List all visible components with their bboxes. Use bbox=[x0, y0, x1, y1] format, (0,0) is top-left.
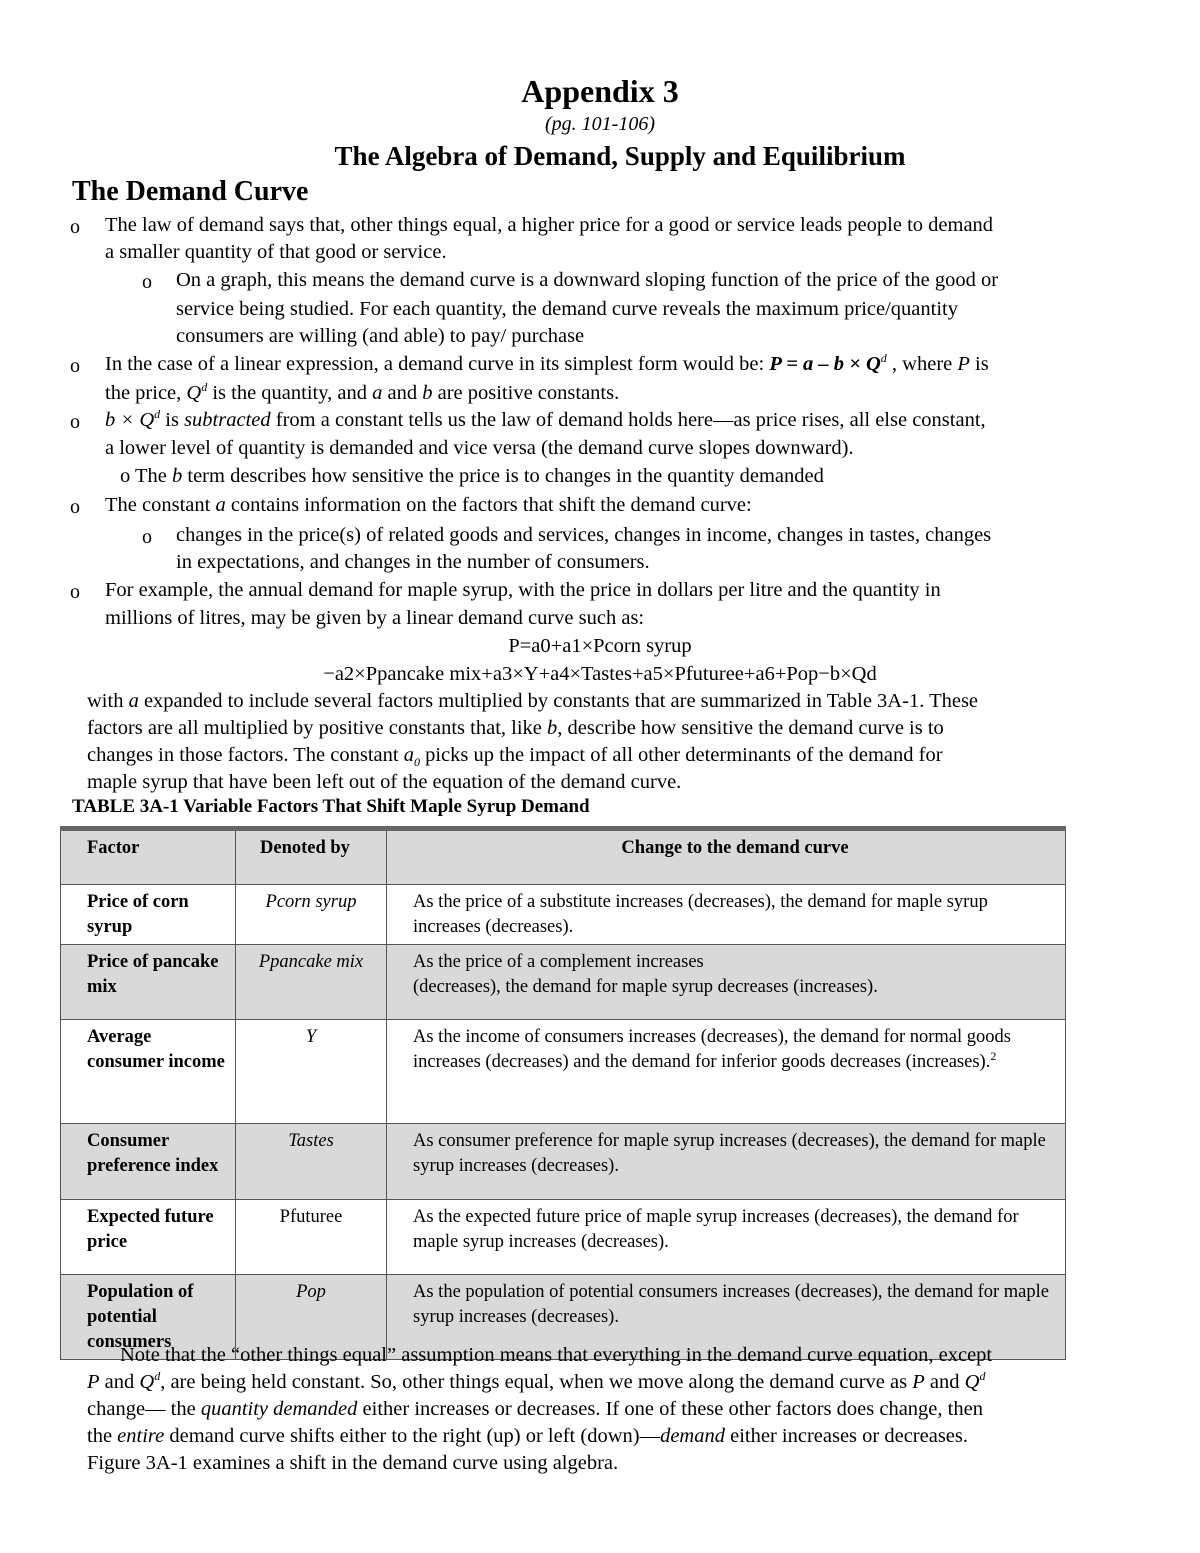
text-line: On a graph, this means the demand curve is a downward sloping function of the price of the good or bbox=[176, 269, 999, 291]
text-line bbox=[120, 463, 824, 490]
text-line bbox=[105, 351, 989, 378]
bullet-marker: o bbox=[70, 216, 80, 238]
table-row bbox=[61, 1200, 1066, 1275]
factor-cell: Expected future price bbox=[61, 1200, 236, 1275]
text-line bbox=[87, 1423, 968, 1450]
superscript: d bbox=[880, 351, 887, 366]
factor-cell: Price of corn syrup bbox=[61, 885, 236, 945]
text-span: demand curve shifts either to the right (up) or left (down)— bbox=[164, 1425, 661, 1447]
text-span: , where bbox=[886, 353, 958, 375]
text-span: factors are all multiplied by positive constants that, like bbox=[87, 717, 547, 739]
change-text: As the price of a complement increases bbox=[413, 952, 704, 972]
text-span: a bbox=[372, 382, 383, 404]
text-span: from a constant tells us the law of demand holds here—as price rises, all else constant, bbox=[270, 409, 986, 431]
text-span: is bbox=[160, 409, 185, 431]
text-span: either increases or decreases. If one of these other factors does change, then bbox=[357, 1398, 983, 1420]
equation-line: P=a0+a1×Pcorn syrup bbox=[508, 635, 692, 657]
text-span: a bbox=[403, 744, 414, 766]
bullet-marker: o bbox=[142, 271, 152, 293]
text-line: For example, the annual demand for maple syrup, with the price in dollars per litre and the quantity in bbox=[105, 579, 941, 601]
text-span: and bbox=[99, 1371, 140, 1393]
denoted-cell: Pcorn syrup bbox=[236, 885, 387, 945]
text-span: P bbox=[87, 1371, 100, 1393]
footnote-marker: 2 bbox=[990, 1048, 997, 1063]
text-span: , are being held constant. So, other things equal, when we move along the demand curve as bbox=[160, 1371, 913, 1393]
section-heading: The Demand Curve bbox=[72, 176, 309, 207]
text-span: P bbox=[912, 1371, 925, 1393]
text-line: a smaller quantity of that good or service. bbox=[105, 241, 447, 263]
equation-line: −a2×Ppancake mix+a3×Y+a4×Tastes+a5×Pfuturee+a6+Pop−b×Qd bbox=[323, 663, 877, 685]
text-line: millions of litres, may be given by a linear demand curve such as: bbox=[105, 607, 645, 629]
column-header: Denoted by bbox=[236, 829, 387, 885]
table-row bbox=[61, 1124, 1066, 1200]
text-span: Q bbox=[186, 382, 202, 404]
text-line: maple syrup that have been left out of the equation of the demand curve. bbox=[87, 771, 682, 793]
text-line: Figure 3A-1 examines a shift in the demand curve using algebra. bbox=[87, 1452, 619, 1474]
text-span: a bbox=[128, 690, 139, 712]
table-row bbox=[61, 1020, 1066, 1124]
bullet-marker: o bbox=[70, 581, 80, 603]
text-line: Note that the “other things equal” assumption means that everything in the demand curve equation, except bbox=[120, 1344, 993, 1366]
factor-cell: Consumer preference index bbox=[61, 1124, 236, 1200]
bullet-marker: o bbox=[70, 496, 80, 518]
text-span: the bbox=[87, 1425, 118, 1447]
bullet-marker: o bbox=[70, 355, 80, 377]
column-header: Factor bbox=[61, 829, 236, 885]
text-span: b bbox=[172, 465, 183, 487]
factor-cell: Population of potential consumers bbox=[61, 1275, 236, 1360]
denoted-cell: Pfuturee bbox=[236, 1200, 387, 1275]
text-span: Q bbox=[964, 1371, 980, 1393]
factor-cell: Price of pancake mix bbox=[61, 945, 236, 1020]
change-cell: As consumer preference for maple syrup increases (decreases), the demand for maple syrup increases (decreases). bbox=[387, 1124, 1066, 1200]
table-header-row bbox=[61, 829, 1066, 885]
text-span: b bbox=[422, 382, 433, 404]
text-line bbox=[87, 1369, 985, 1396]
text-span: In the case of a linear expression, a demand curve in its simplest form would be: bbox=[105, 353, 770, 375]
change-cell bbox=[387, 945, 1066, 1020]
text-span: entire bbox=[117, 1425, 165, 1447]
text-span: , describe how sensitive the demand curve is to bbox=[557, 717, 944, 739]
table-row bbox=[61, 945, 1066, 1020]
text-line bbox=[105, 492, 752, 519]
text-span: b bbox=[547, 717, 558, 739]
text-span: The constant bbox=[105, 494, 216, 516]
text-line: The law of demand says that, other things equal, a higher price for a good or service leads people to demand bbox=[105, 214, 994, 236]
text-span: the price, bbox=[105, 382, 187, 404]
text-line bbox=[87, 715, 944, 742]
subscript: 0 bbox=[413, 755, 420, 770]
text-span: P bbox=[957, 353, 970, 375]
text-span: demand bbox=[660, 1425, 725, 1447]
text-span: o The bbox=[120, 465, 173, 487]
factors-table bbox=[60, 826, 1066, 1360]
text-span: picks up the impact of all other determinants of the demand for bbox=[419, 744, 943, 766]
table-title: TABLE 3A-1 Variable Factors That Shift Maple Syrup Demand bbox=[72, 796, 590, 817]
table-row bbox=[61, 885, 1066, 945]
appendix-title: Appendix 3 bbox=[521, 73, 679, 109]
text-line: changes in the price(s) of related goods and services, changes in income, changes in tastes, changes bbox=[176, 524, 992, 546]
page-range: (pg. 101-106) bbox=[545, 113, 655, 135]
text-span: contains information on the factors that shift the demand curve: bbox=[225, 494, 752, 516]
text-line bbox=[87, 742, 943, 769]
text-span: expanded to include several factors multiplied by constants that are summarized in Table 3A-1. These bbox=[138, 690, 979, 712]
superscript: d bbox=[201, 380, 208, 395]
bullet-marker: o bbox=[70, 411, 80, 433]
change-cell bbox=[387, 1020, 1066, 1124]
text-span: term describes how sensitive the price is to changes in the quantity demanded bbox=[182, 465, 824, 487]
text-span: changes in those factors. The constant bbox=[87, 744, 404, 766]
text-line: in expectations, and changes in the number of consumers. bbox=[176, 551, 650, 573]
text-span: are positive constants. bbox=[432, 382, 620, 404]
change-cell: As the price of a substitute increases (decreases), the demand for maple syrup increases (decreases). bbox=[387, 885, 1066, 945]
text-line bbox=[105, 407, 986, 434]
text-span: and bbox=[382, 382, 423, 404]
bullet-marker: o bbox=[142, 526, 152, 548]
text-span: b × Q bbox=[105, 409, 155, 431]
text-span: a bbox=[215, 494, 226, 516]
superscript: d bbox=[979, 1369, 986, 1384]
denoted-cell: Ppancake mix bbox=[236, 945, 387, 1020]
chapter-title: The Algebra of Demand, Supply and Equilibrium bbox=[334, 141, 906, 171]
text-span: and bbox=[924, 1371, 965, 1393]
column-header: Change to the demand curve bbox=[387, 829, 1066, 885]
text-span: is bbox=[969, 353, 989, 375]
denoted-cell: Y bbox=[236, 1020, 387, 1124]
text-line bbox=[87, 688, 978, 715]
text-span: either increases or decreases. bbox=[724, 1425, 969, 1447]
superscript: d bbox=[154, 1369, 161, 1384]
factor-cell: Average consumer income bbox=[61, 1020, 236, 1124]
text-span: subtracted bbox=[184, 409, 271, 431]
text-line: consumers are willing (and able) to pay/ purchase bbox=[176, 325, 585, 347]
superscript: d bbox=[154, 407, 161, 422]
change-cell: As the population of potential consumers increases (decreases), the demand for maple syrup increases (decreases). bbox=[387, 1275, 1066, 1360]
text-span: with bbox=[87, 690, 129, 712]
text-span: Q bbox=[139, 1371, 155, 1393]
text-line bbox=[105, 380, 619, 407]
text-span: is the quantity, and bbox=[207, 382, 373, 404]
text-line bbox=[87, 1396, 983, 1423]
denoted-cell: Tastes bbox=[236, 1124, 387, 1200]
text-line: a lower level of quantity is demanded and vice versa (the demand curve slopes downward). bbox=[105, 437, 854, 459]
change-cell: As the expected future price of maple syrup increases (decreases), the demand for maple syrup increases (decreases). bbox=[387, 1200, 1066, 1275]
change-text: As the income of consumers increases (decreases), the demand for normal goods increases (decreases) and the demand for inferior goods decreases (increases). bbox=[413, 1027, 1011, 1072]
text-span: change— the bbox=[87, 1398, 201, 1420]
demand-equation: P = a – b × Q bbox=[769, 353, 881, 375]
change-text: (decreases), the demand for maple syrup decreases (increases). bbox=[413, 977, 878, 997]
text-line: service being studied. For each quantity, the demand curve reveals the maximum price/quantity bbox=[176, 298, 958, 320]
text-span: quantity demanded bbox=[200, 1398, 358, 1420]
denoted-cell: Pop bbox=[236, 1275, 387, 1360]
